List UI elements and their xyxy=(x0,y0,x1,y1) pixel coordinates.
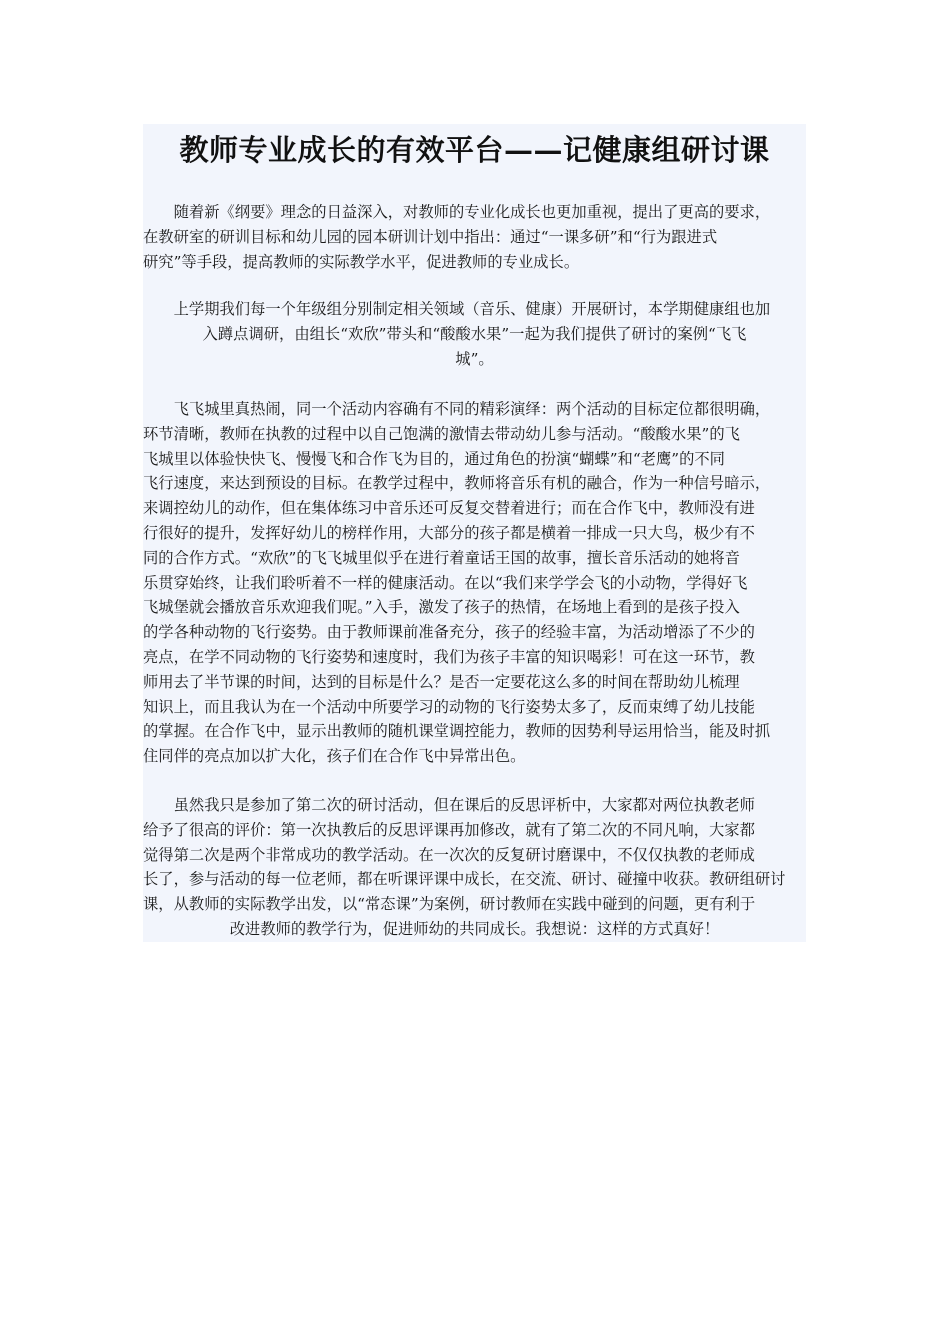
paragraph-line: 住同伴的亮点加以扩大化，孩子们在合作飞中异常出色。 xyxy=(143,747,526,766)
paragraph-line: 入蹲点调研，由组长“欢欣”带头和“酸酸水果”一起为我们提供了研讨的案例“飞飞 xyxy=(202,324,747,343)
paragraph-line: 同的合作方式。“欢欣”的飞飞城里似乎在进行着童话王国的故事，擅长音乐活动的她将音 xyxy=(143,548,740,567)
paragraph-2 xyxy=(143,297,806,371)
paragraph-line: 的掌握。在合作飞中，显示出教师的随机课堂调控能力，教师的因势利导运用恰当，能及时抓 xyxy=(143,722,771,741)
paragraph-line: 研究”等手段，提高教师的实际教学水平，促进教师的专业成长。 xyxy=(143,252,580,271)
paragraph-line: 改进教师的教学行为，促进师幼的共同成长。我想说：这样的方式真好！ xyxy=(229,919,720,938)
paragraph-line: 乐贯穿始终，让我们聆听着不一样的健康活动。在以“我们来学学会飞的小动物，学得好飞 xyxy=(143,573,748,592)
paragraph-4 xyxy=(143,793,806,942)
paragraph-line: 师用去了半节课的时间，达到的目标是什么？是否一定要花这么多的时间在帮助幼儿梳理 xyxy=(143,672,740,691)
paragraph-3 xyxy=(143,397,806,769)
paragraph-line: 的学各种动物的飞行姿势。由于教师课前准备充分，孩子的经验丰富，为活动增添了不少的 xyxy=(143,623,755,642)
paragraph-line: 环节清晰，教师在执教的过程中以自己饱满的激情去带动幼儿参与活动。“酸酸水果”的飞 xyxy=(143,424,740,443)
paragraph-line: 飞城里以体验快快飞、慢慢飞和合作飞为目的，通过角色的扮演“蝴蝶”和“老鹰”的不同 xyxy=(143,449,725,468)
paragraph-line: 长了，参与活动的每一位老师，都在听课评课中成长，在交流、研讨、碰撞中收获。教研组研讨 xyxy=(143,870,786,889)
paragraph-line: 随着新《纲要》理念的日益深入，对教师的专业化成长也更加重视，提出了更高的要求， xyxy=(143,203,771,221)
paragraph-line: 知识上，而且我认为在一个活动中所要学习的动物的飞行姿势太多了，反而束缚了幼儿技能 xyxy=(143,697,755,716)
paragraph-line: 来调控幼儿的动作，但在集体练习中音乐还可反复交替着进行；而在合作飞中，教师没有进 xyxy=(143,499,755,518)
paragraph-line: 城”。 xyxy=(455,349,494,368)
paragraph-line: 飞行速度，来达到预设的目标。在教学过程中，教师将音乐有机的融合，作为一种信号暗示， xyxy=(143,474,771,493)
paragraph-line: 上学期我们每一个年级组分别制定相关领域（音乐、健康）开展研讨，本学期健康组也加 xyxy=(143,300,771,318)
paragraph-line: 行很好的提升，发挥好幼儿的榜样作用，大部分的孩子都是横着一排成一只大鸟，极少有不 xyxy=(143,523,755,542)
paragraph-line: 课，从教师的实际教学出发，以“常态课”为案例，研讨教师在实践中碰到的问题，更有利于 xyxy=(143,895,756,914)
paragraph-line: 在教研室的研训目标和幼儿园的园本研训计划中指出：通过“一课多研”和“行为跟进式 xyxy=(143,227,718,246)
paragraph-1 xyxy=(143,200,806,274)
paragraph-line: 飞城堡就会播放音乐欢迎我们呢。”入手，激发了孩子的热情，在场地上看到的是孩子投入 xyxy=(143,598,740,617)
article-title: 教师专业成长的有效平台——记健康组研讨课 xyxy=(179,133,770,167)
paragraph-line: 飞飞城里真热闹，同一个活动内容确有不同的精彩演绎：两个活动的目标定位都很明确， xyxy=(143,400,771,418)
article xyxy=(143,124,806,942)
paragraph-line: 亮点，在学不同动物的飞行姿势和速度时，我们为孩子丰富的知识喝彩！可在这一环节，教 xyxy=(143,647,755,666)
paragraph-line: 觉得第二次是两个非常成功的教学活动。在一次次的反复研讨磨课中，不仅仅执教的老师成 xyxy=(143,845,755,864)
paragraph-line: 虽然我只是参加了第二次的研讨活动，但在课后的反思评析中，大家都对两位执教老师 xyxy=(143,796,755,814)
paragraph-line: 给予了很高的评价：第一次执教后的反思评课再加修改，就有了第二次的不同凡响，大家都 xyxy=(143,820,755,839)
